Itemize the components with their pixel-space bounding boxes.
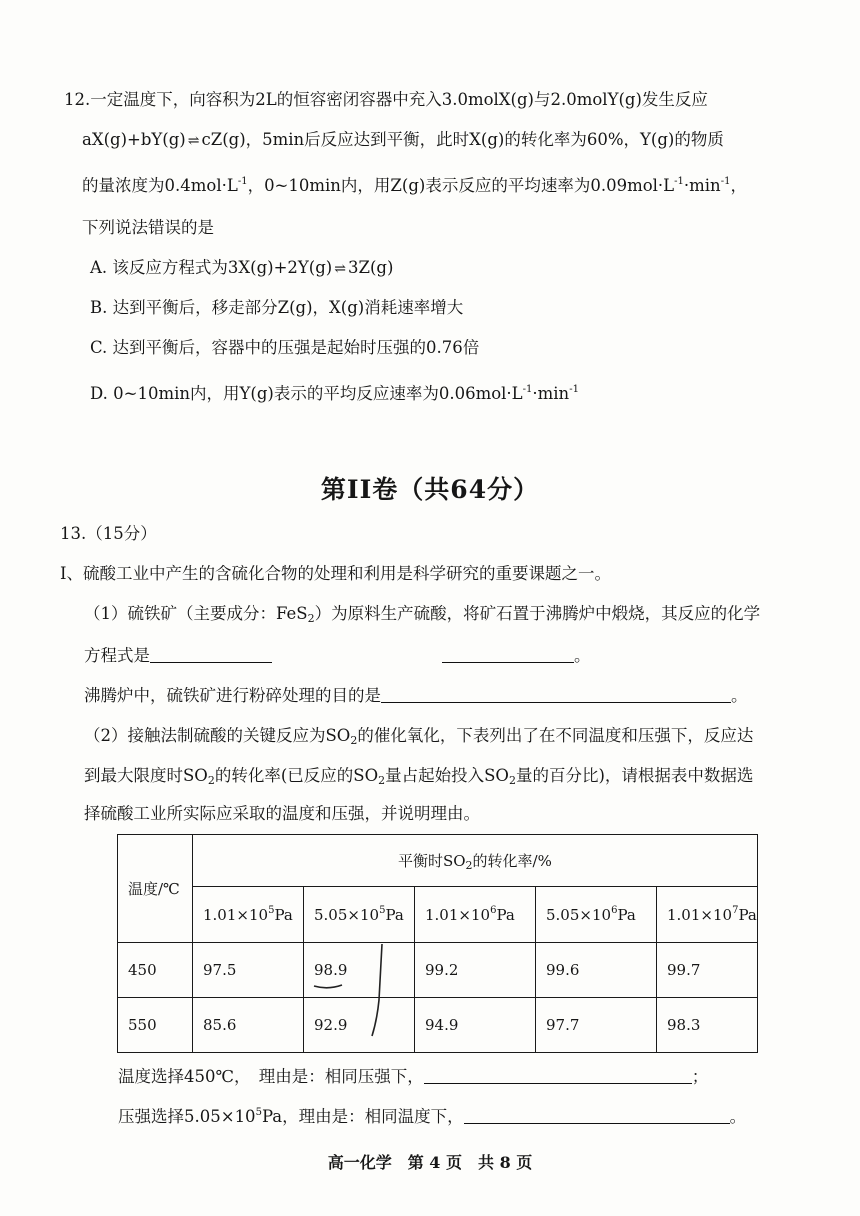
table-cell: 97.5	[193, 943, 304, 998]
answer-blank-equation-1[interactable]	[150, 646, 272, 663]
temperature-answer-line: 温度选择450℃， 理由是：相同压强下， ；	[118, 1067, 709, 1086]
q13-sub1-line3: 沸腾炉中，硫铁矿进行粉碎处理的目的是 。	[84, 686, 748, 705]
table-cell: 85.6	[193, 998, 304, 1053]
q13-part1-intro: I、硫酸工业中产生的含硫化合物的处理和利用是科学研究的重要课题之一。	[60, 564, 612, 583]
page-footer: 高一化学 第 4 页 共 8 页	[327, 1153, 533, 1172]
q13-sub1-line1: （1）硫铁矿（主要成分：FeS$_2$）为原料生产硫酸，将矿石置于沸腾炉中煅烧，其反应的化学	[84, 604, 761, 625]
answer-blank-temperature[interactable]	[424, 1067, 692, 1084]
q12-option-d: D. 0~10min内，用Y(g)表示的平均反应速率为$0.06mol\cdot L^{-1}\cdot\min^{-1}$	[90, 384, 579, 403]
equilibrium-arrow-icon: ⇌	[187, 133, 200, 149]
answer-blank-pressure[interactable]	[464, 1107, 730, 1124]
q13-sub2-line2: 到最大限度时$SO_2$的转化率(已反应的$SO_2$量占起始投入$SO_2$量的百分比)，请根据表中数据选	[84, 766, 754, 787]
table-row-header: 温度/℃	[118, 835, 193, 943]
table-cell: 94.9	[415, 998, 536, 1053]
q12-question: 下列说法错误的是	[82, 218, 214, 237]
q12-line1: 12.一定温度下，向容积为2L的恒容密闭容器中充入3.0molX(g)与2.0molY(g)发生反应	[64, 90, 708, 109]
q12-option-b: B. 达到平衡后，移走部分Z(g)，X(g)消耗速率增大	[90, 298, 464, 317]
table-row	[118, 943, 758, 998]
pressure-header: $1.01\times 10^7Pa$	[657, 887, 758, 943]
table-cell-temp: 450	[118, 943, 193, 998]
table-cell: 99.2	[415, 943, 536, 998]
table-cell: 98.9	[304, 943, 415, 998]
table-cell: 92.9	[304, 998, 415, 1053]
pressure-header: $5.05\times 10^6Pa$	[536, 887, 657, 943]
answer-blank-equation-2[interactable]	[442, 646, 574, 663]
q12-number: 12.	[64, 90, 91, 109]
q13-sub1-line2: 方程式是 。	[84, 646, 591, 665]
q12-line2: aX(g)+bY(g) ⇌ cZ(g)，5min后反应达到平衡，此时X(g)的转化率为60%，Y(g)的物质	[82, 130, 724, 149]
pressure-answer-line: 压强选择$5.05\times 10^5Pa$，理由是：相同温度下， 。	[118, 1107, 747, 1126]
table-cell-temp: 550	[118, 998, 193, 1053]
q12-option-a: A. 该反应方程式为3X(g)+2Y(g) ⇌ 3Z(g)	[90, 258, 394, 277]
table-cell: 97.7	[536, 998, 657, 1053]
section-title: 第II卷（共64分）	[320, 475, 540, 504]
q12-line3: 的量浓度为$0.4mol\cdot L^{-1}$，0~10min内，用Z(g)表示反应的平均速率为$0.09mol\cdot L^{-1}\cdot\min^{-1}$，	[82, 176, 747, 195]
q12-option-c: C. 达到平衡后，容器中的压强是起始时压强的0.76倍	[90, 338, 480, 357]
equilibrium-arrow-icon: ⇌	[334, 261, 346, 277]
answer-blank-purpose[interactable]	[381, 686, 731, 703]
pressure-header: $5.05\times 10^5Pa$	[304, 887, 415, 943]
q13-header: 13.（15分）	[60, 524, 157, 543]
q13-sub2-line3: 择硫酸工业所实际应采取的温度和压强，并说明理由。	[84, 804, 480, 823]
q13-sub2-line1: （2）接触法制硫酸的关键反应为$SO_2$的催化氧化，下表列出了在不同温度和压强下，反应达	[84, 726, 754, 747]
handwritten-mark-icon	[300, 940, 400, 1040]
table-row	[118, 998, 758, 1053]
table-group-header: 平衡时$SO_2$的转化率/%	[193, 835, 758, 887]
table-pressure-row	[118, 887, 758, 943]
pressure-header: $1.01\times 10^6Pa$	[415, 887, 536, 943]
so2-conversion-table	[117, 834, 758, 1053]
table-cell: 98.3	[657, 998, 758, 1053]
table-cell: 99.6	[536, 943, 657, 998]
table-cell: 99.7	[657, 943, 758, 998]
pressure-header: $1.01\times 10^5Pa$	[193, 887, 304, 943]
